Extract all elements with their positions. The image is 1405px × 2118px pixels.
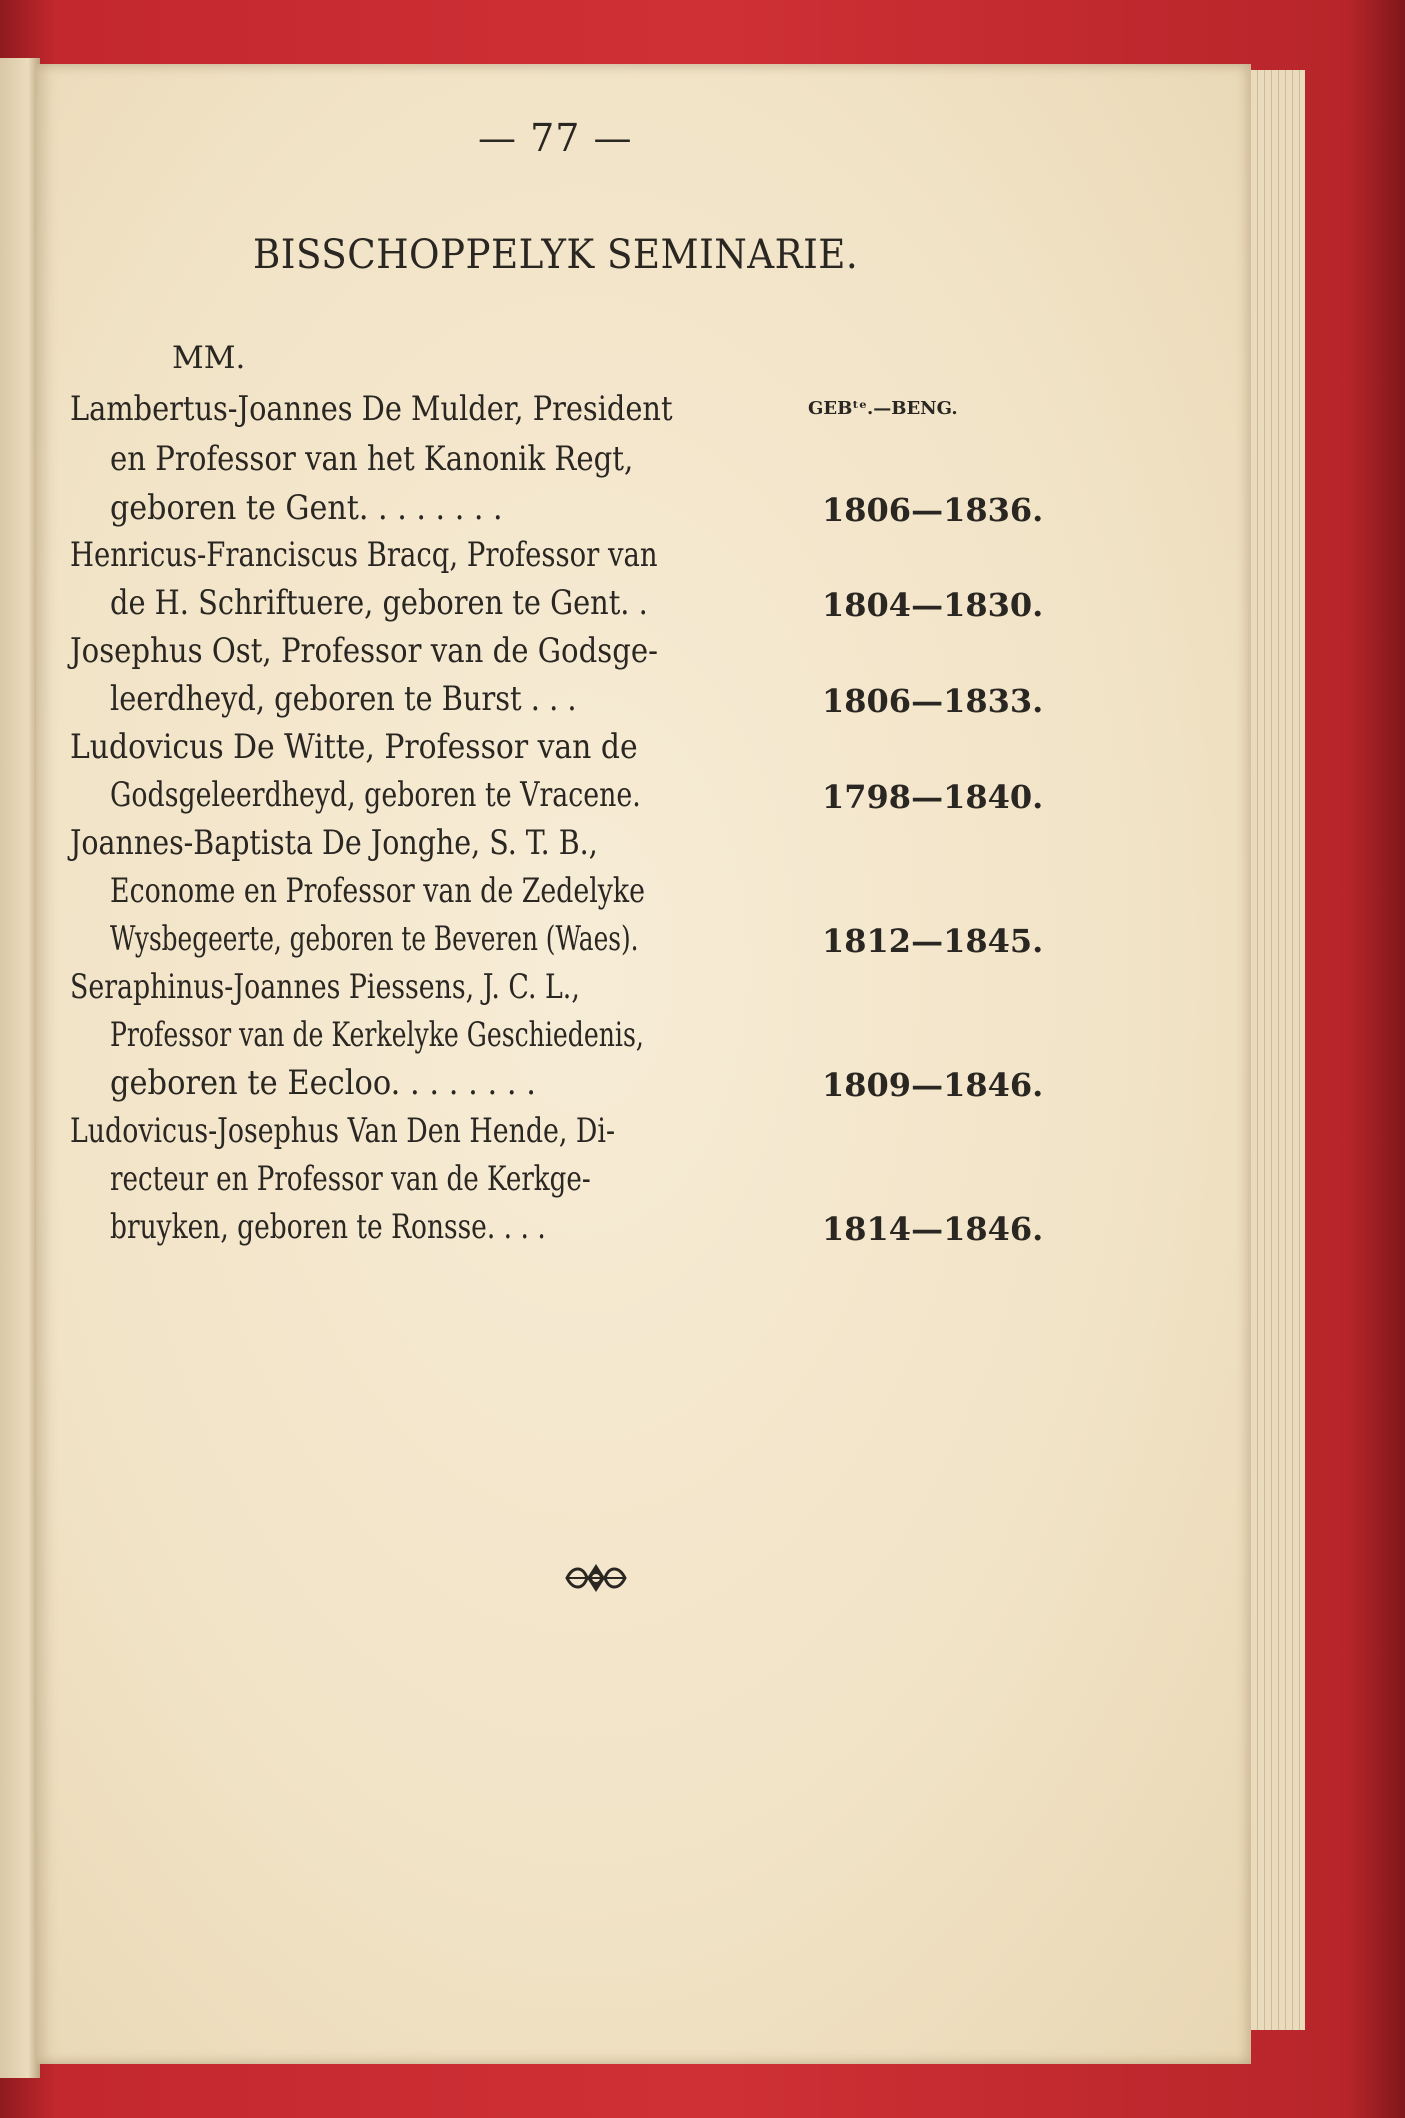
year-range: 1806—1833. (822, 682, 1044, 720)
entry-line: Professor van de Kerkelyke Geschiedenis, (110, 1015, 644, 1054)
salutation: MM. (172, 340, 246, 376)
entry-line: geboren te Gent. . . . . . . . (110, 488, 503, 527)
entry-line: bruyken, geboren te Ronsse. . . . (110, 1207, 546, 1246)
entry-line: Henricus-Franciscus Bracq, Professor van (70, 535, 658, 574)
year-range: 1804—1830. (822, 586, 1044, 624)
page-number: — 77 — (478, 116, 633, 160)
entry-line: en Professor van het Kanonik Regt, (110, 439, 634, 478)
entry-line: Josephus Ost, Professor van de Godsge- (70, 631, 658, 670)
year-range: 1812—1845. (822, 922, 1044, 960)
year-range: 1798—1840. (822, 778, 1044, 816)
entry-line: de H. Schriftuere, geboren te Gent. . (110, 583, 648, 622)
entry-line: geboren te Eecloo. . . . . . . . (110, 1063, 536, 1102)
previous-page-edge (0, 58, 40, 2078)
column-header: GEBᵗᵉ.—BENG. (808, 398, 958, 419)
section-title: BISSCHOPPELYK SEMINARIE. (253, 232, 859, 278)
entry-line: Wysbegeerte, geboren te Beveren (Waes). (110, 919, 639, 958)
entry-line: Lambertus-Joannes De Mulder, President (70, 389, 673, 428)
year-range: 1809—1846. (822, 1066, 1044, 1104)
entry-line: Godsgeleerdheyd, geboren te Vracene. (110, 775, 641, 814)
year-range: 1806—1836. (822, 491, 1044, 529)
entry-line: recteur en Professor van de Kerkge- (110, 1159, 591, 1198)
entry-line: Ludovicus-Josephus Van Den Hende, Di- (70, 1111, 616, 1150)
entry-line: Ludovicus De Witte, Professor van de (70, 727, 638, 766)
ornament-icon (565, 1556, 627, 1600)
entry-line: Seraphinus-Joannes Piessens, J. C. L., (70, 967, 580, 1006)
year-range: 1814—1846. (822, 1210, 1044, 1248)
entry-line: Joannes-Baptista De Jonghe, S. T. B., (70, 823, 598, 862)
entry-line: leerdheyd, geboren te Burst . . . (110, 679, 577, 718)
entry-line: Econome en Professor van de Zedelyke (110, 871, 646, 910)
